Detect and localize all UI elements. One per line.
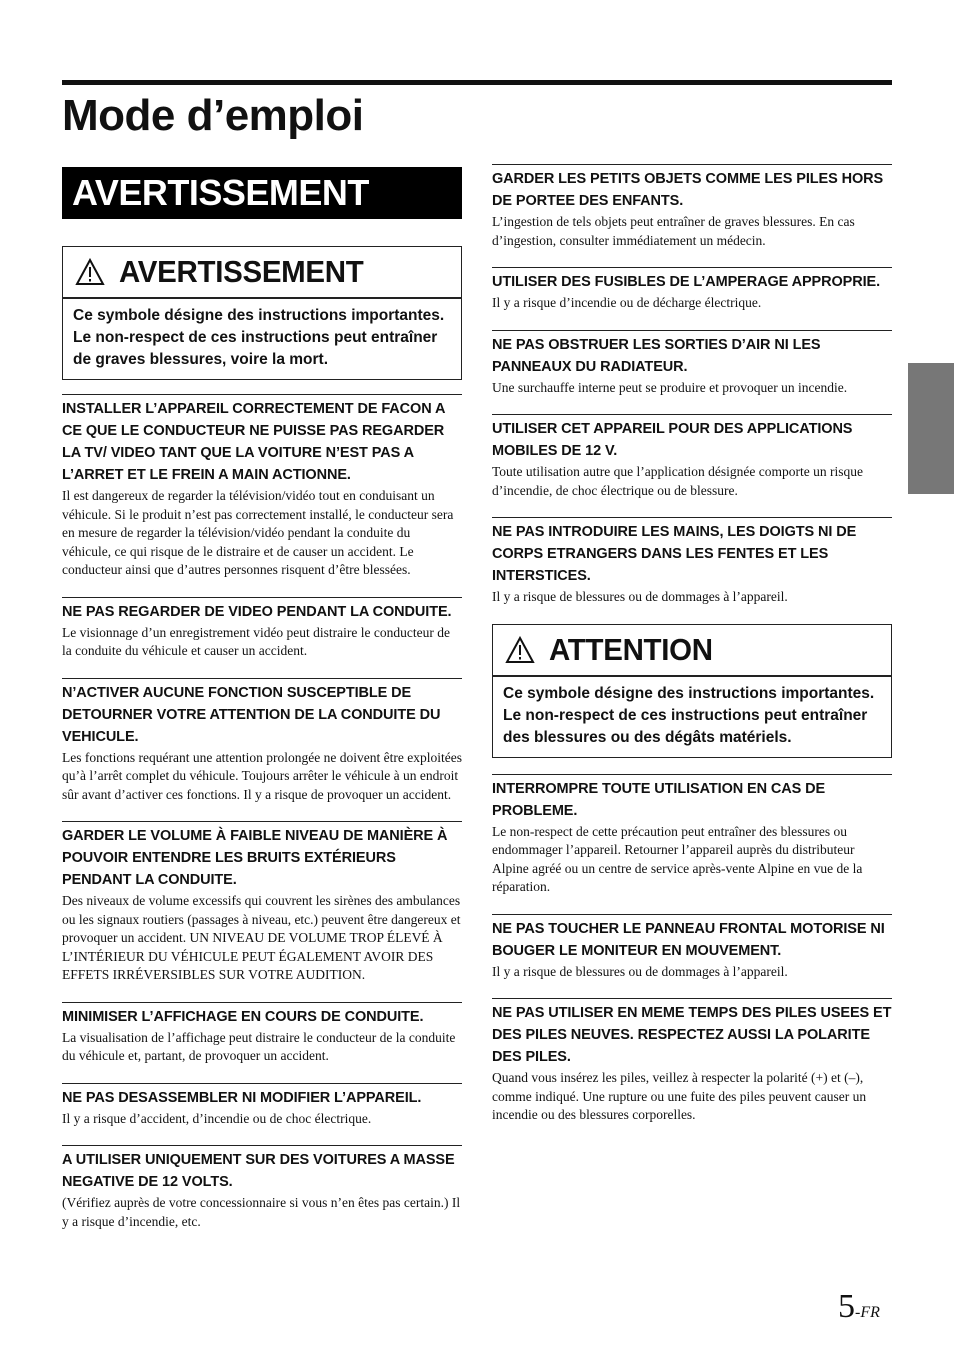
warning-item-body: Des niveaux de volume excessifs qui couvrent les sirènes des ambulances ou les signaux routiers (passages à niveau, etc.) peuvent être dangereux et provoquer un accident. UN NIVEAU DE VOLUME TROP ÉLEVÉ À L’INTÉRIEUR DU VÉHICULE PEUT ÉGALEMENT AVOIR DES EFFETS IRRÉVERSIBLES SUR VOTRE AUDITION. — [62, 893, 461, 982]
warning-item-heading: MINIMISER L’AFFICHAGE EN COURS DE CONDUITE. — [62, 1008, 424, 1025]
warning-item-heading: UTILISER DES FUSIBLES DE L’AMPERAGE APPROPRIE. — [492, 274, 881, 290]
warning-item-body: (Vérifiez auprès de votre concessionnaire si vous n’en êtes pas certain.) Il y a risque d’incendie, etc. — [62, 1195, 461, 1229]
warning-item — [62, 597, 462, 661]
warning-item-heading: NE PAS UTILISER EN MEME TEMPS DES PILES USEES ET DES PILES NEUVES. RESPECTEZ AUSSI LA POLARITE DES PILES. — [492, 1005, 892, 1065]
page-number-suffix: -FR — [855, 1304, 880, 1321]
warning-item — [492, 164, 892, 250]
warning-item-heading: GARDER LE VOLUME À FAIBLE NIVEAU DE MANIÈRE À POUVOIR ENTENDRE LES BRUITS EXTÉRIEURS PENDANT LA CONDUITE. — [62, 828, 448, 888]
warning-item-heading: NE PAS TOUCHER LE PANNEAU FRONTAL MOTORISE NI BOUGER LE MONITEUR EN MOUVEMENT. — [492, 920, 885, 959]
warning-item — [492, 267, 892, 313]
warning-item-heading: GARDER LES PETITS OBJETS COMME LES PILES HORS DE PORTEE DES ENFANTS. — [492, 171, 884, 209]
warning-item-body: Il est dangereux de regarder la télévision/vidéo tout en conduisant un véhicule. Si le produit n’est pas correctement installé, le conducteur sera en mesure de regarder la télévision/vidéo pendant la conduite du véhicule, ce qui risque de le distraire et de causer un accident. Le conducteur ainsi que d’autres personnes risquent d’être blessées. — [62, 488, 454, 577]
warning-item — [62, 1002, 462, 1066]
warning-item-body: Il y a risque d’incendie ou de décharge électrique. — [492, 295, 762, 310]
page-title: Mode d’emploi — [62, 91, 364, 140]
side-tab — [908, 363, 954, 494]
warning-item-body: Le visionnage d’un enregistrement vidéo peut distraire le conducteur de la conduite du véhicule et causer un accident. — [62, 624, 450, 658]
warning-item-body: Toute utilisation autre que l’application désignée comporte un risque d’incendie, de choc électrique ou de blessure. — [492, 464, 863, 498]
warning-item-body: La visualisation de l’affichage peut distraire le conducteur de la conduite du véhicule et, partant, de provoquer un accident. — [62, 1029, 456, 1063]
warning-item — [492, 914, 892, 982]
warning-item — [492, 998, 892, 1125]
warning-item-heading: NE PAS REGARDER DE VIDEO PENDANT LA CONDUITE. — [62, 603, 452, 620]
warning-box-header — [63, 247, 461, 299]
warning-item-body: Les fonctions requérant une attention prolongée ne doivent être exploitées qu’à l’arrêt complet du véhicule. Toujours arrêter le véhicule à un endroit sûr avant d’activer ces fonctions. Il y a risque de provoquer un accident. — [62, 749, 462, 802]
warning-item-heading: NE PAS OBSTRUER LES SORTIES D’AIR NI LES PANNEAUX DU RADIATEUR. — [492, 336, 821, 375]
warning-box-text: Ce symbole désigne des instructions importantes. Le non-respect de ces instructions peut entraîner de graves blessures, voire la mort. — [73, 307, 445, 368]
warning-box-title: AVERTISSEMENT — [119, 254, 364, 289]
left-items — [62, 394, 462, 1231]
warning-item-body: Une surchauffe interne peut se produire et provoquer un incendie. — [492, 379, 848, 395]
right-column — [492, 164, 892, 1125]
warning-triangle-icon — [75, 258, 105, 286]
warning-item-body: Quand vous insérez les piles, veillez à respecter la polarité (+) et (–), comme indiqué. Une rupture ou une fuite des piles peuvent causer un incendie ou des blessures corporelles. — [492, 1070, 867, 1122]
warning-item — [492, 330, 892, 398]
warning-item-heading: INSTALLER L’APPAREIL CORRECTEMENT DE FACON A CE QUE LE CONDUCTEUR NE PUISSE PAS REGARDER LA TV/ VIDEO TANT QUE LA VOITURE N’EST PAS A L’ARRET ET LE FREIN A MAIN ACTIONNE. — [62, 401, 445, 483]
warning-item-heading: N’ACTIVER AUCUNE FONCTION SUSCEPTIBLE DE DETOURNER VOTRE ATTENTION DE LA CONDUITE DU VEHICULE. — [62, 684, 441, 745]
warning-item-heading: NE PAS DESASSEMBLER NI MODIFIER L’APPAREIL. — [62, 1089, 422, 1106]
warning-item-body: Le non-respect de cette précaution peut entraîner des blessures ou endommager l’appareil. Retourner l’appareil auprès du distributeur Alpine agréé ou un centre de service après-vente Alpine en vue de la réparation. — [492, 823, 863, 894]
warning-triangle-icon — [505, 636, 535, 664]
page-number — [838, 1288, 880, 1326]
warning-item-heading: UTILISER CET APPAREIL POUR DES APPLICATIONS MOBILES DE 12 V. — [492, 421, 853, 459]
warning-box — [62, 246, 462, 380]
warning-item — [492, 517, 892, 607]
warning-item — [62, 821, 462, 985]
warning-item-body: Il y a risque de blessures ou de dommages à l’appareil. — [492, 589, 788, 604]
warning-item-heading: INTERROMPRE TOUTE UTILISATION EN CAS DE PROBLEME. — [492, 780, 826, 819]
page-number-value: 5 — [838, 1288, 855, 1325]
right-items-top — [492, 164, 892, 624]
warning-item-heading: NE PAS INTRODUIRE LES MAINS, LES DOIGTS NI DE CORPS ETRANGERS DANS LES FENTES ET LES INTERSTICES. — [492, 524, 857, 584]
caution-box-title: ATTENTION — [549, 631, 713, 667]
warning-item — [62, 1083, 462, 1129]
warning-item — [62, 394, 462, 580]
warning-item-body: Il y a risque d’accident, d’incendie ou de choc électrique. — [62, 1110, 372, 1126]
caution-box — [492, 624, 892, 758]
warning-item — [492, 774, 892, 897]
warning-item-body: Il y a risque de blessures ou de dommages à l’appareil. — [492, 963, 788, 979]
warning-item — [492, 414, 892, 500]
left-column — [62, 167, 462, 1231]
caution-box-text: Ce symbole désigne des instructions importantes. Le non-respect de ces instructions peut entraîner des blessures ou des dégâts matériels. — [503, 684, 875, 746]
warning-item — [62, 678, 462, 805]
caution-box-header — [493, 625, 891, 677]
warning-item — [62, 1145, 462, 1231]
warning-item-body: L’ingestion de tels objets peut entraîner de graves blessures. En cas d’ingestion, consulter immédiatement un médecin. — [492, 214, 855, 248]
warning-item-heading: A UTILISER UNIQUEMENT SUR DES VOITURES A MASSE NEGATIVE DE 12 VOLTS. — [62, 1152, 455, 1190]
top-rule — [62, 80, 892, 85]
right-items-bottom — [492, 774, 892, 1125]
section-banner: AVERTISSEMENT — [62, 167, 462, 219]
